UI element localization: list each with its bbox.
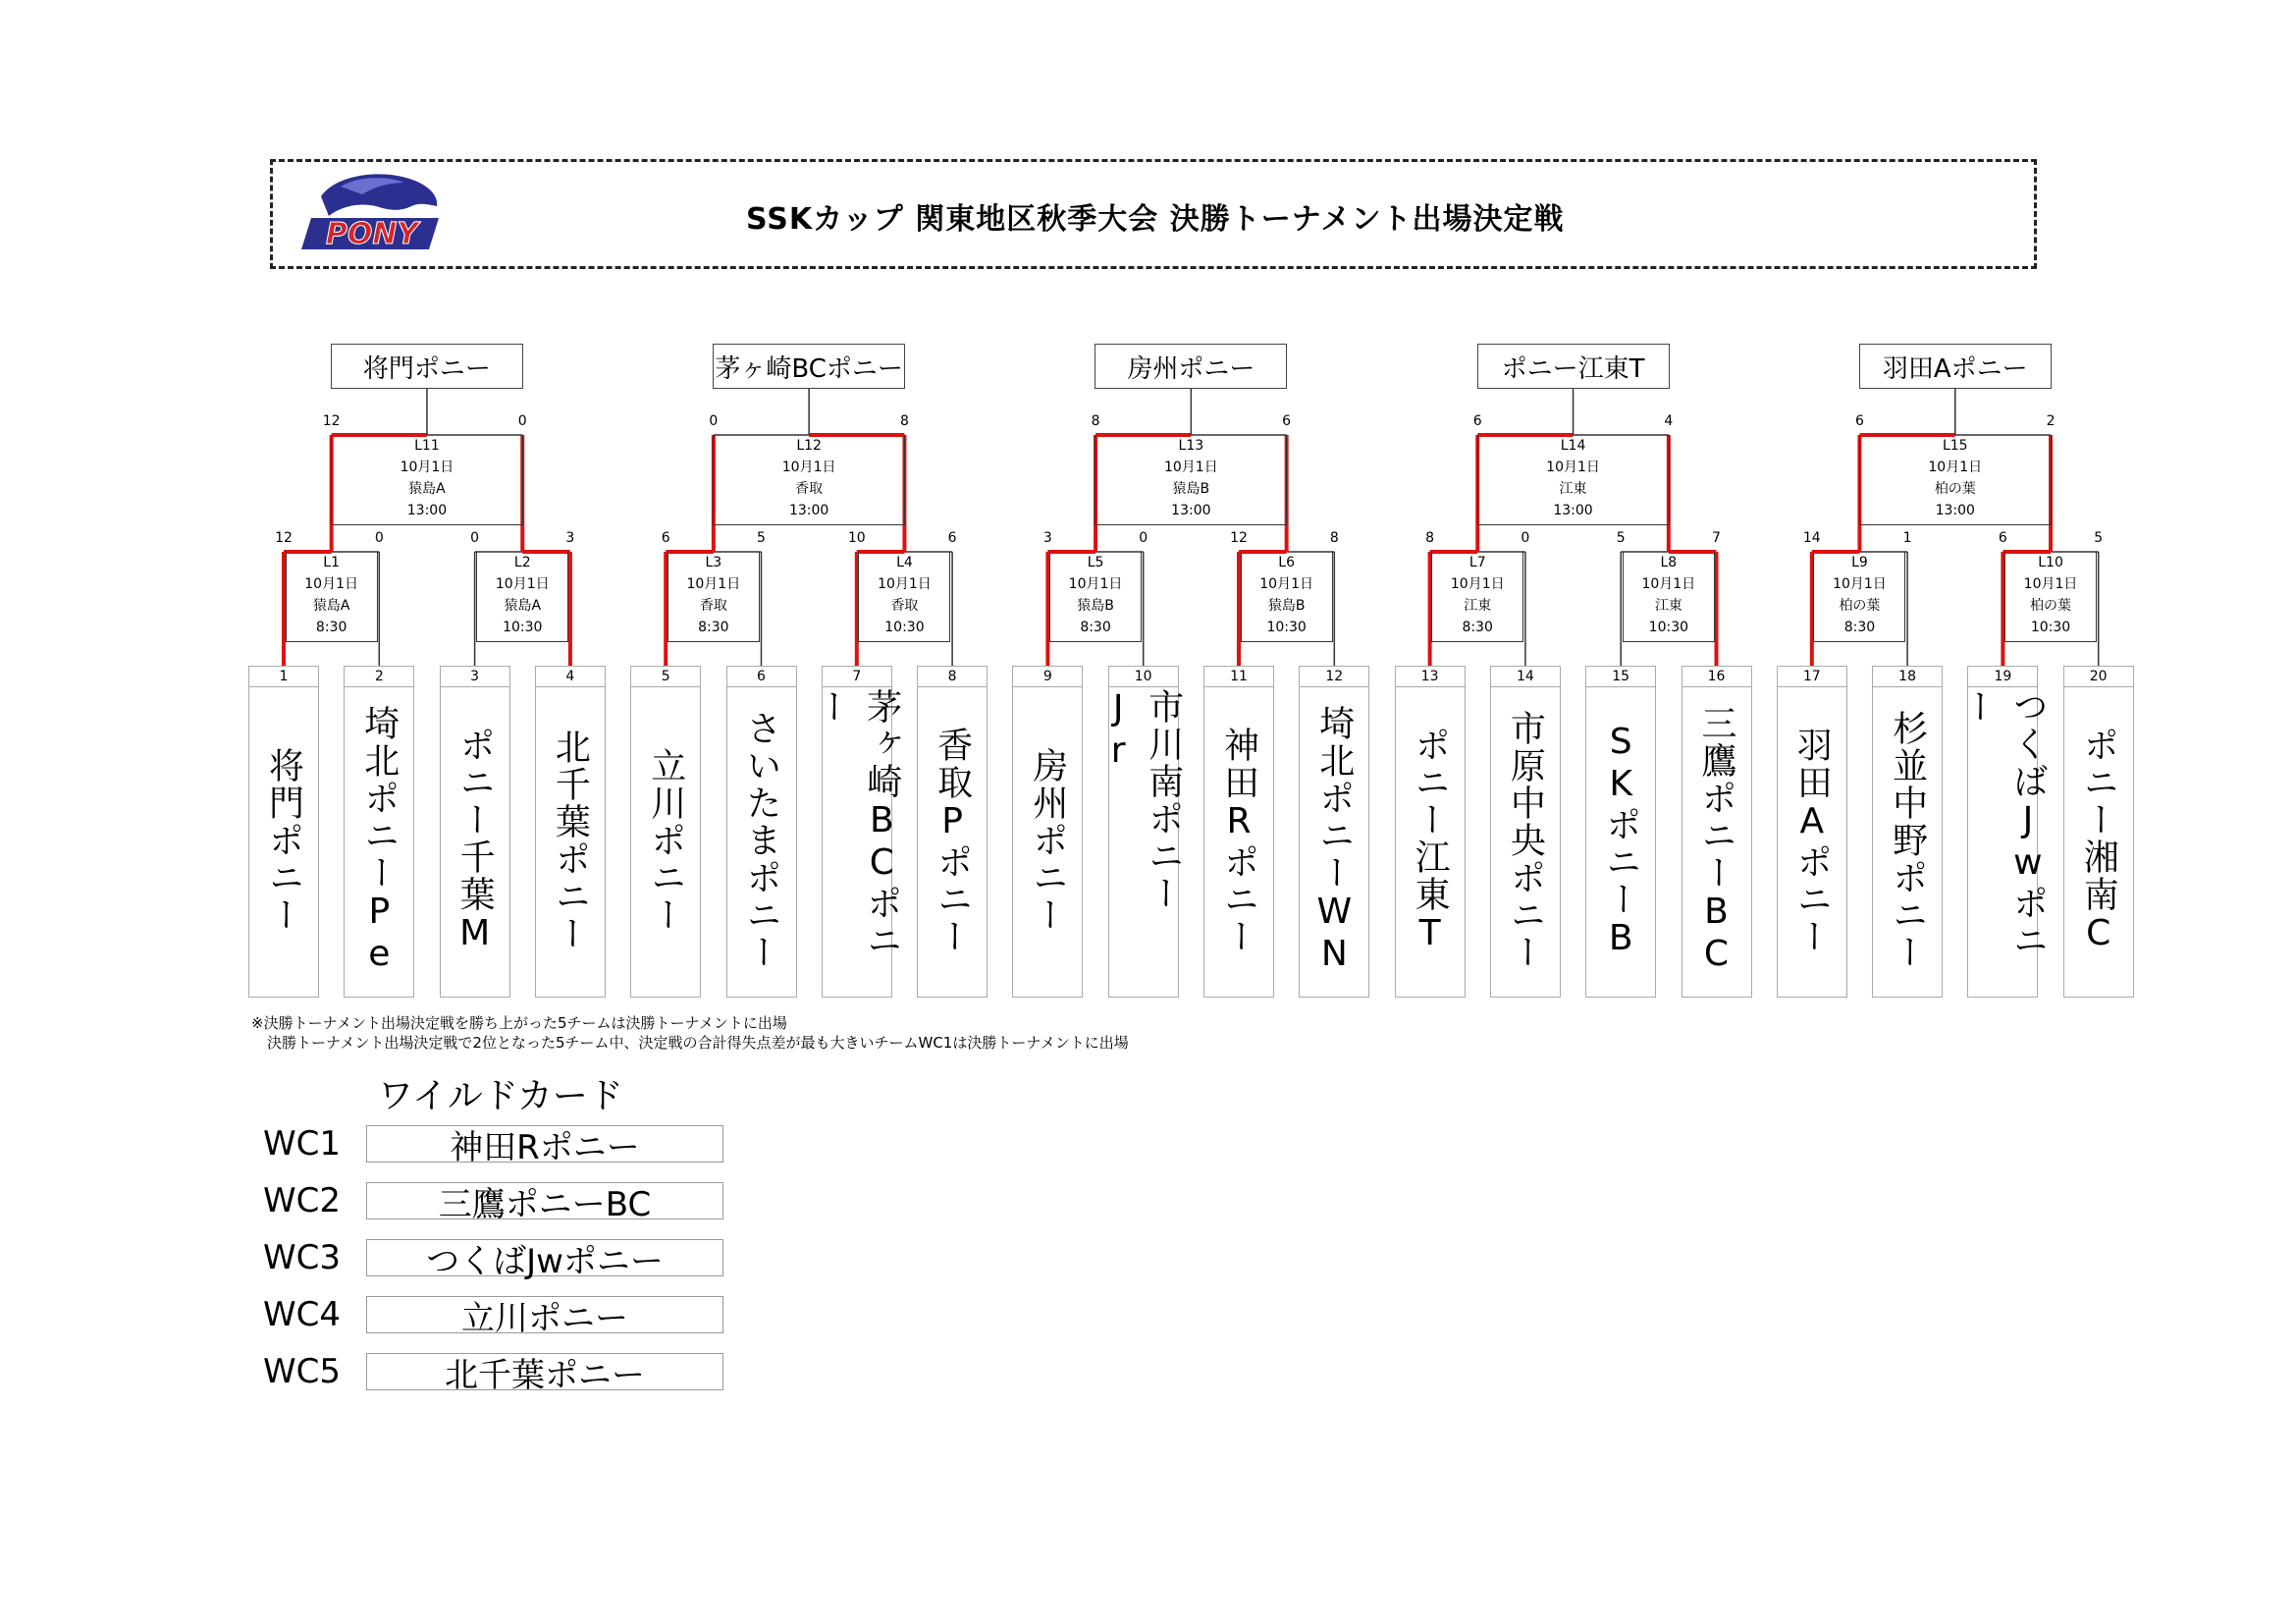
score-right: 5 — [2094, 530, 2104, 546]
match-date: 10月1日 — [686, 576, 741, 592]
match-venue: 江東 — [1464, 598, 1492, 614]
match-venue: 香取 — [795, 481, 824, 497]
match-id: L3 — [705, 555, 722, 570]
wc-label-4: WC4 — [263, 1295, 341, 1334]
wc-label-1: WC1 — [263, 1124, 341, 1164]
team-name: ポニー千葉M — [454, 726, 496, 955]
team-number: 20 — [2064, 667, 2133, 687]
match-L10 — [2004, 552, 2097, 642]
note-line-2: 決勝トーナメント出場決定戦で2位となった5チーム中、決定戦の合計得失点差が最も大きいチームWC1は決勝トーナメントに出場 — [267, 1034, 1129, 1052]
match-time: 10:30 — [503, 620, 543, 635]
team-name: SKポニーB — [1600, 721, 1641, 960]
match-L3 — [667, 552, 760, 642]
group-winner: 将門ポニー — [331, 344, 523, 389]
score-right: 5 — [757, 530, 766, 546]
team-number: 18 — [1873, 667, 1942, 687]
match-id: L9 — [1851, 555, 1868, 570]
wc-team-1: 神田Rポニー — [366, 1125, 723, 1163]
score-right: 0 — [374, 530, 384, 546]
match-date: 10月1日 — [400, 460, 454, 475]
wc-label-5: WC5 — [263, 1352, 341, 1391]
match-L14 — [1477, 435, 1670, 525]
team-number: 4 — [536, 667, 605, 687]
team-name: 将門ポニー — [263, 747, 304, 934]
team-number: 11 — [1204, 667, 1273, 687]
match-date: 10月1日 — [1259, 576, 1313, 592]
match-time: 13:00 — [1171, 503, 1211, 518]
wc-team-4: 立川ポニー — [366, 1296, 723, 1333]
match-time: 13:00 — [1935, 503, 1975, 518]
match-time: 13:00 — [1553, 503, 1593, 518]
score-left: 6 — [1854, 413, 1864, 429]
match-time: 10:30 — [884, 620, 925, 635]
team-number: 17 — [1778, 667, 1846, 687]
match-id: L12 — [796, 438, 822, 454]
team-name: さいたまポニー — [741, 710, 781, 971]
wc-team-3: つくばJwポニー — [366, 1239, 723, 1276]
team-name: 埼北ポニーWN — [1313, 705, 1355, 976]
score-left: 6 — [1998, 530, 2007, 546]
team-number: 1 — [249, 667, 318, 687]
match-venue: 江東 — [1654, 598, 1682, 614]
team-name: 三鷹ポニーBC — [1696, 705, 1736, 976]
match-date: 10月1日 — [1928, 460, 1983, 475]
team-column — [1203, 666, 1274, 998]
team-column — [1490, 666, 1561, 998]
team-number: 5 — [631, 667, 700, 687]
score-right: 6 — [1282, 413, 1292, 429]
score-left: 14 — [1802, 530, 1821, 546]
team-column — [630, 666, 701, 998]
score-right: 8 — [899, 413, 909, 429]
match-L11 — [331, 435, 523, 525]
team-name: 茅ヶ崎BCポニー — [811, 688, 902, 959]
match-date: 10月1日 — [1163, 460, 1218, 475]
team-column — [1012, 666, 1083, 998]
match-L15 — [1859, 435, 2052, 525]
match-L13 — [1095, 435, 1287, 525]
team-column — [1777, 666, 1847, 998]
match-time: 13:00 — [788, 503, 829, 518]
match-L7 — [1431, 552, 1523, 642]
team-name: 立川ポニー — [645, 747, 686, 934]
match-venue: 猿島A — [312, 598, 350, 614]
team-column — [1395, 666, 1466, 998]
team-name: つくばJwポニー — [1957, 688, 2049, 959]
match-venue: 香取 — [890, 598, 919, 614]
score-left: 6 — [1472, 413, 1482, 429]
match-id: L4 — [896, 555, 913, 570]
note-line-1: ※決勝トーナメント出場決定戦を勝ち上がった5チームは決勝トーナメントに出場 — [251, 1014, 787, 1032]
team-column — [1957, 666, 2049, 998]
match-date: 10月1日 — [304, 576, 358, 592]
team-column — [917, 666, 988, 998]
team-column — [440, 666, 510, 998]
group-winner: 茅ヶ崎BCポニー — [713, 344, 905, 389]
score-left: 12 — [275, 530, 293, 546]
match-L2 — [476, 552, 568, 642]
score-right: 0 — [1139, 530, 1148, 546]
score-left: 0 — [470, 530, 480, 546]
match-time: 8:30 — [1843, 620, 1876, 635]
team-column — [2063, 666, 2134, 998]
match-venue: 猿島B — [1172, 481, 1210, 497]
match-date: 10月1日 — [1450, 576, 1505, 592]
match-id: L2 — [513, 555, 531, 570]
match-date: 10月1日 — [1641, 576, 1696, 592]
wc-team-2: 三鷹ポニーBC — [366, 1182, 723, 1219]
wildcard-title: ワイルドカード — [378, 1076, 623, 1116]
match-id: L1 — [323, 555, 340, 570]
match-date: 10月1日 — [1833, 576, 1887, 592]
team-column — [1682, 666, 1752, 998]
group-winner: 房州ポニー — [1095, 344, 1287, 389]
match-id: L15 — [1942, 438, 1968, 454]
team-column — [344, 666, 414, 998]
team-column — [1097, 666, 1184, 998]
team-number: 9 — [1013, 667, 1082, 687]
score-right: 7 — [1712, 530, 1721, 546]
match-date: 10月1日 — [1068, 576, 1123, 592]
team-number: 14 — [1491, 667, 1560, 687]
score-left: 0 — [709, 413, 719, 429]
team-name: 市川南ポニーJr — [1097, 688, 1184, 912]
score-right: 2 — [2046, 413, 2056, 429]
match-time: 8:30 — [315, 620, 347, 635]
score-right: 0 — [517, 413, 527, 429]
match-id: L14 — [1560, 438, 1586, 454]
match-venue: 猿島B — [1077, 598, 1114, 614]
team-number: 8 — [918, 667, 987, 687]
match-id: L6 — [1278, 555, 1295, 570]
score-left: 6 — [661, 530, 670, 546]
group-winner: 羽田Aポニー — [1859, 344, 2052, 389]
team-name: 羽田Aポニー — [1791, 726, 1833, 955]
match-id: L10 — [2038, 555, 2063, 570]
match-L8 — [1623, 552, 1715, 642]
team-column — [1299, 666, 1369, 998]
team-number: 13 — [1396, 667, 1465, 687]
match-venue: 猿島A — [504, 598, 542, 614]
team-column — [726, 666, 797, 998]
score-right: 4 — [1664, 413, 1674, 429]
team-name: 埼北ポニーPe — [358, 705, 400, 976]
score-left: 12 — [1230, 530, 1248, 546]
team-number: 2 — [345, 667, 413, 687]
team-number: 3 — [441, 667, 509, 687]
team-number: 16 — [1682, 667, 1751, 687]
score-left: 8 — [1091, 413, 1100, 429]
match-time: 8:30 — [698, 620, 729, 635]
team-column — [1585, 666, 1656, 998]
match-time: 10:30 — [1266, 620, 1307, 635]
team-name: ポニー湘南C — [2078, 726, 2119, 955]
match-date: 10月1日 — [495, 576, 550, 592]
team-name: 神田Rポニー — [1218, 726, 1259, 955]
match-id: L7 — [1468, 555, 1486, 570]
wc-label-2: WC2 — [263, 1181, 341, 1220]
score-left: 3 — [1042, 530, 1052, 546]
match-date: 10月1日 — [781, 460, 836, 475]
match-venue: 香取 — [699, 598, 727, 614]
match-L9 — [1813, 552, 1905, 642]
team-name: 香取Pポニー — [932, 726, 973, 955]
team-name: 市原中央ポニー — [1505, 710, 1546, 971]
match-time: 8:30 — [1080, 620, 1111, 635]
page-title: SSKカップ 関東地区秋季大会 決勝トーナメント出場決定戦 — [746, 202, 1565, 237]
wc-label-3: WC3 — [263, 1238, 341, 1277]
team-name: ポニー江東T — [1410, 726, 1451, 955]
score-right: 3 — [565, 530, 575, 546]
match-time: 10:30 — [1648, 620, 1689, 635]
match-id: L13 — [1178, 438, 1204, 454]
team-number: 19 — [1968, 667, 2037, 687]
match-date: 10月1日 — [878, 576, 932, 592]
wc-team-5: 北千葉ポニー — [366, 1353, 723, 1390]
match-venue: 柏の葉 — [2030, 598, 2072, 614]
team-number: 10 — [1109, 667, 1178, 687]
match-id: L8 — [1660, 555, 1678, 570]
score-left: 8 — [1425, 530, 1435, 546]
match-id: L11 — [414, 438, 440, 454]
score-left: 5 — [1616, 530, 1626, 546]
team-name: 北千葉ポニー — [550, 729, 591, 952]
match-L4 — [858, 552, 950, 642]
match-id: L5 — [1087, 555, 1104, 570]
group-winner: ポニー江東T — [1477, 344, 1670, 389]
team-name: 杉並中野ポニー — [1887, 710, 1928, 971]
match-time: 10:30 — [2030, 620, 2071, 635]
match-time: 13:00 — [406, 503, 448, 518]
team-column — [1872, 666, 1943, 998]
match-venue: 柏の葉 — [1839, 598, 1881, 614]
score-right: 6 — [947, 530, 957, 546]
match-L12 — [713, 435, 905, 525]
score-left: 12 — [322, 413, 341, 429]
logo-text: PONY — [325, 217, 419, 251]
match-venue: 江東 — [1559, 481, 1587, 497]
score-right: 1 — [1902, 530, 1912, 546]
score-left: 10 — [847, 530, 866, 546]
match-L5 — [1049, 552, 1142, 642]
team-number: 7 — [823, 667, 891, 687]
team-name: 房州ポニー — [1027, 747, 1068, 934]
match-venue: 猿島A — [408, 481, 446, 497]
team-column — [535, 666, 606, 998]
match-date: 10月1日 — [2023, 576, 2078, 592]
team-number: 6 — [727, 667, 796, 687]
team-number: 12 — [1300, 667, 1368, 687]
match-venue: 柏の葉 — [1934, 481, 1976, 497]
match-L6 — [1241, 552, 1333, 642]
team-number: 15 — [1586, 667, 1655, 687]
match-date: 10月1日 — [1546, 460, 1600, 475]
score-right: 0 — [1521, 530, 1530, 546]
match-venue: 猿島B — [1267, 598, 1306, 614]
match-time: 8:30 — [1462, 620, 1493, 635]
team-column — [248, 666, 319, 998]
match-L1 — [286, 552, 378, 642]
score-right: 8 — [1329, 530, 1339, 546]
team-column — [811, 666, 902, 998]
